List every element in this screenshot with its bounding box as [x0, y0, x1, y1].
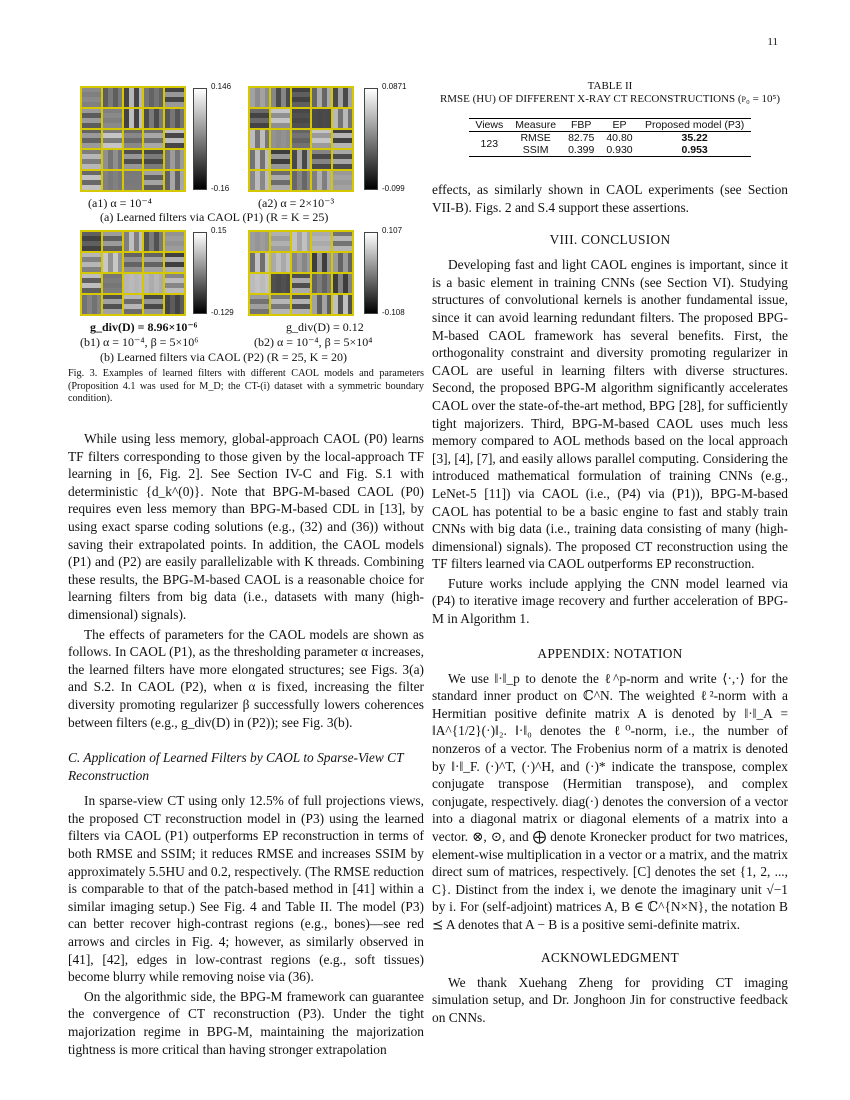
filter-tile — [312, 109, 331, 128]
filter-tile — [124, 109, 143, 128]
table-header: Measure — [515, 119, 557, 131]
colorbar-max: 0.0871 — [382, 82, 407, 91]
table-cell: 40.80 — [606, 132, 633, 144]
filter-tile — [333, 171, 352, 190]
filter-tile — [292, 150, 311, 169]
filter-tile — [103, 253, 122, 272]
filter-tile — [333, 130, 352, 149]
colorbar — [364, 232, 378, 314]
panel-label: (b2) α = 10⁻⁴, β = 5×10⁴ — [254, 335, 373, 349]
subsection-heading: C. Application of Learned Filters by CAOL to Sparse-View CT Reconstruction — [68, 750, 404, 783]
filter-tile — [333, 274, 352, 293]
table-cell: 0.953 — [681, 144, 708, 156]
filter-tile — [144, 109, 163, 128]
filter-tile — [250, 88, 269, 107]
filter-tile — [103, 109, 122, 128]
colorbar-max: 0.107 — [382, 226, 403, 235]
table-cell: RMSE — [520, 132, 551, 144]
colorbar-min: -0.099 — [382, 184, 405, 193]
filter-tile — [250, 232, 269, 251]
colorbar — [364, 88, 378, 190]
filter-tile — [103, 130, 122, 149]
colorbar — [193, 88, 207, 190]
filter-tile — [312, 150, 331, 169]
filter-tile — [82, 232, 101, 251]
filter-tile — [333, 295, 352, 314]
filter-grid-image — [80, 86, 186, 192]
filter-tile — [124, 232, 143, 251]
filter-tile — [144, 171, 163, 190]
filter-tile — [103, 150, 122, 169]
filter-tile — [312, 232, 331, 251]
section-heading: ACKNOWLEDGMENT — [540, 949, 680, 965]
table-title: RMSE (HU) OF DIFFERENT X-RAY CT RECONSTRUCTIONS (ρ₀ = 10⁵) — [439, 93, 781, 105]
filter-tile — [271, 232, 290, 251]
filter-tile — [312, 171, 331, 190]
filter-tile — [103, 232, 122, 251]
filter-tile — [333, 150, 352, 169]
table-cell: 0.930 — [606, 144, 633, 156]
filter-tile — [271, 109, 290, 128]
paragraph: While using less memory, global-approach CAOL (P0) learns TF filters corresponding to those given by the local-approach TF learning in [6, Fig. 2]. See Section IV-C and Fig. S.1 with deterministic {d_k^(0)}. Note that BPG-M-based CAOL (P0) requires even less memory than BPG-M-based CDL in [13], by using exact sparse coding solutions (e.g., (32) and (36)) without saving their extrapolated points. In addition, the CAOL models (P1) and (P2) are easily parallelizable with K threads. Combining these results, the BPG-M-based CAOL is a reasonable choice for learning filters from big data (i.e., datasets with many (high-dimensional) signals). — [68, 431, 424, 622]
filter-tile — [292, 295, 311, 314]
filter-tile — [292, 232, 311, 251]
filter-tile — [292, 274, 311, 293]
filter-tile — [271, 253, 290, 272]
left-column — [68, 430, 424, 1058]
filter-tile — [333, 109, 352, 128]
filter-tile — [124, 130, 143, 149]
paragraph: We thank Xuehang Zheng for providing CT imaging simulation setup, and Dr. Jonghoon Jin for constructive feedback on CNNs. — [432, 974, 788, 1025]
filter-grid-image — [80, 230, 186, 316]
filter-tile — [250, 109, 269, 128]
filter-tile — [312, 295, 331, 314]
filter-tile — [82, 171, 101, 190]
filter-tile — [250, 274, 269, 293]
filter-tile — [292, 88, 311, 107]
filter-tile — [144, 88, 163, 107]
filter-tile — [82, 274, 101, 293]
filter-tile — [165, 274, 184, 293]
filter-tile — [124, 150, 143, 169]
filter-tile — [165, 232, 184, 251]
colorbar-min: -0.129 — [211, 308, 234, 317]
paragraph: effects, as similarly shown in CAOL experiments (see Section VII-B). Figs. 2 and S.4 support these assertions. — [432, 182, 788, 215]
filter-tile — [271, 150, 290, 169]
filter-tile — [124, 88, 143, 107]
filter-tile — [271, 274, 290, 293]
filter-tile — [271, 130, 290, 149]
filter-tile — [271, 88, 290, 107]
filter-tile — [103, 295, 122, 314]
filter-tile — [250, 130, 269, 149]
filter-tile — [333, 88, 352, 107]
filter-tile — [124, 295, 143, 314]
filter-tile — [250, 253, 269, 272]
page-number: 11 — [767, 36, 778, 48]
colorbar — [193, 232, 207, 314]
paragraph: We use ‖·‖_p to denote the ℓ^p-norm and write ⟨·,·⟩ for the standard inner product on ℂ^N. The weighted ℓ²-norm with a Hermitian positive definite matrix A is denoted by ‖·‖_A = ‖A^{1/2}(·)‖₂. ‖·‖₀ denotes the ℓ⁰-norm, i.e., the number of nonzeros of a vector. The Frobenius norm of a matrix is denoted by ‖·‖_F. (·)^T, (·)^H, and (·)* indicate the transpose, complex conjugate transpose (Hermitian transpose), and complex conjugate, respectively. diag(·) denotes the conversion of a vector into a diagonal matrix or diagonal elements of a matrix into a vector. ⊗, ⊙, and ⨁ denote Kronecker product for two matrices, element-wise multiplication in a vector or a matrix, and the matrix direct sum of matrices, respectively. [C] denotes the set {1, 2, ..., C}. Distinct from the index i, we denote the imaginary unit √−1 by i. For (self-adjoint) matrices A, B ∈ ℂ^{N×N}, the notation B ⪯ A denotes that A − B is a positive semi-definite matrix. — [432, 670, 788, 932]
filter-tile — [144, 253, 163, 272]
filter-tile — [144, 274, 163, 293]
gdiv-value: g_div(D) = 0.12 — [286, 320, 364, 334]
table-cell: 82.75 — [568, 132, 595, 144]
filter-tile — [82, 109, 101, 128]
filter-tile — [250, 171, 269, 190]
filter-tile — [333, 232, 352, 251]
filter-grid-image — [248, 230, 354, 316]
filter-tile — [124, 171, 143, 190]
table-cell: SSIM — [522, 144, 549, 156]
panel-label: (b1) α = 10⁻⁴, β = 5×10⁶ — [80, 335, 199, 349]
filter-tile — [292, 253, 311, 272]
filter-tile — [292, 130, 311, 149]
subfigure-caption-b: (b) Learned filters via CAOL (P2) (R = 25, K = 20) — [100, 350, 348, 364]
paragraph: Developing fast and light CAOL engines is important, since it is a basic element in training CNNs (see Section VI). Studying structures of convolutional kernels is another fundamental issue, since it can avoid learning redundant filters. The proposed BPG-M-based CAOL framework has several benefits. First, the orthogonality constraint and diversity promoting regularizer in CAOL are useful in learning filters with diverse structures. Second, the proposed BPG-M algorithm significantly accelerates CAOL over the state-of-the-art method, BPG [28], for sufficiently tight majorizers. Third, BPG-M-based CAOL uses much less memory compared to AOL methods based on the local approach [3], [4], [7], and easily allows parallel computing. Considering the introduced mathematical formulation of training CNNs (e.g., LeNet-5 [11]) via CAOL (i.e., (P4) via (P1)), BPG-M-based CAOL has potential to be a basic engine to fast and stably train CNNs with big data (i.e., training data consisting of many (high-dimensional) signals). The proposed CT reconstruction using the TF filters learned via CAOL outperforms EP reconstruction. — [432, 257, 788, 572]
colorbar-min: -0.108 — [382, 308, 405, 317]
filter-tile — [103, 274, 122, 293]
filter-tile — [165, 295, 184, 314]
gdiv-value: g_div(D) = 8.96×10⁻⁶ — [90, 320, 198, 334]
filter-tile — [103, 171, 122, 190]
colorbar-max: 0.15 — [211, 226, 227, 235]
subfigure-caption-a: (a) Learned filters via CAOL (P1) (R = K = 25) — [100, 210, 329, 224]
filter-tile — [271, 295, 290, 314]
filter-tile — [312, 130, 331, 149]
table-cell: 123 — [480, 138, 499, 150]
filter-tile — [165, 171, 184, 190]
filter-tile — [312, 88, 331, 107]
filter-tile — [124, 274, 143, 293]
figure-caption: Fig. 3. Examples of learned filters with different CAOL models and parameters (Proposition 4.1 was used for M_D; the CT-(i) dataset with a symmetric boundary condition). — [68, 368, 424, 405]
table-cell: 35.22 — [681, 132, 708, 144]
panel-label: (a1) α = 10⁻⁴ — [88, 196, 152, 210]
filter-tile — [250, 295, 269, 314]
colorbar-max: 0.146 — [211, 82, 232, 91]
filter-tile — [82, 130, 101, 149]
filter-tile — [312, 253, 331, 272]
filter-tile — [292, 109, 311, 128]
filter-tile — [82, 88, 101, 107]
filter-tile — [124, 253, 143, 272]
filter-tile — [82, 295, 101, 314]
panel-label: (a2) α = 2×10⁻³ — [258, 196, 335, 210]
paragraph: Future works include applying the CNN model learned via (P4) to iterative image recovery and further acceleration of BPG-M in Algorithm 1. — [432, 575, 788, 627]
filter-tile — [292, 171, 311, 190]
filter-tile — [82, 253, 101, 272]
results-table — [469, 118, 750, 157]
filter-tile — [144, 232, 163, 251]
paragraph: In sparse-view CT using only 12.5% of full projections views, the proposed CT reconstruction model in (P3) using the learned filters via CAOL (P1) outperforms EP reconstruction in terms of both RMSE and SSIM; it reduces RMSE and increases SSIM by approximately 5.5HU and 0.2, respectively. (The RMSE reduction is comparable to that of the patch-based method in [41] within a similar imaging setup.) See Fig. 4 and Table II. The model (P3) can better recover high-contrast regions (e.g., bones)—see red arrows and circles in Fig. 4; however, as similarly observed in [41], [42], edges in low-contrast regions (e.g., soft tissues) become blurry while removing noise via (36). — [68, 793, 424, 985]
paragraph: On the algorithmic side, the BPG-M framework can guarantee the convergence of CT reconstruction (P3). Under the tight majorization regime in BPG-M, maintaining the majorization tightness is more critical than having stronger extrapolation — [68, 988, 424, 1057]
filter-tile — [312, 274, 331, 293]
table-header: EP — [612, 119, 627, 131]
filter-tile — [103, 88, 122, 107]
filter-tile — [144, 130, 163, 149]
filter-tile — [165, 150, 184, 169]
table-header: Views — [475, 119, 504, 131]
filter-tile — [250, 150, 269, 169]
filter-tile — [165, 130, 184, 149]
colorbar-min: -0.16 — [211, 184, 230, 193]
table-header: Proposed model (P3) — [645, 119, 745, 131]
section-heading: APPENDIX: NOTATION — [537, 645, 683, 661]
filter-tile — [82, 150, 101, 169]
filter-tile — [144, 295, 163, 314]
right-column — [432, 80, 788, 1026]
paragraph: The effects of parameters for the CAOL models are shown as follows. In CAOL (P1), as the thresholding parameter α increases, the learned filters have more elongated structures; see Figs. 3(a) and S.2. In CAOL (P2), when α is fixed, increasing the filter diversity promoting regularizer β successfully lowers coherences between filters (e.g., g_div(D) in (P2)); see Fig. 3(b). — [68, 626, 424, 730]
section-heading: VIII. CONCLUSION — [549, 232, 671, 248]
table-header: FBP — [570, 119, 592, 131]
table-label: TABLE II — [587, 80, 633, 92]
table-cell: 0.399 — [568, 144, 595, 156]
filter-tile — [144, 150, 163, 169]
filter-tile — [165, 253, 184, 272]
filter-tile — [165, 109, 184, 128]
filter-tile — [165, 88, 184, 107]
filter-grid-image — [248, 86, 354, 192]
filter-tile — [271, 171, 290, 190]
filter-tile — [333, 253, 352, 272]
